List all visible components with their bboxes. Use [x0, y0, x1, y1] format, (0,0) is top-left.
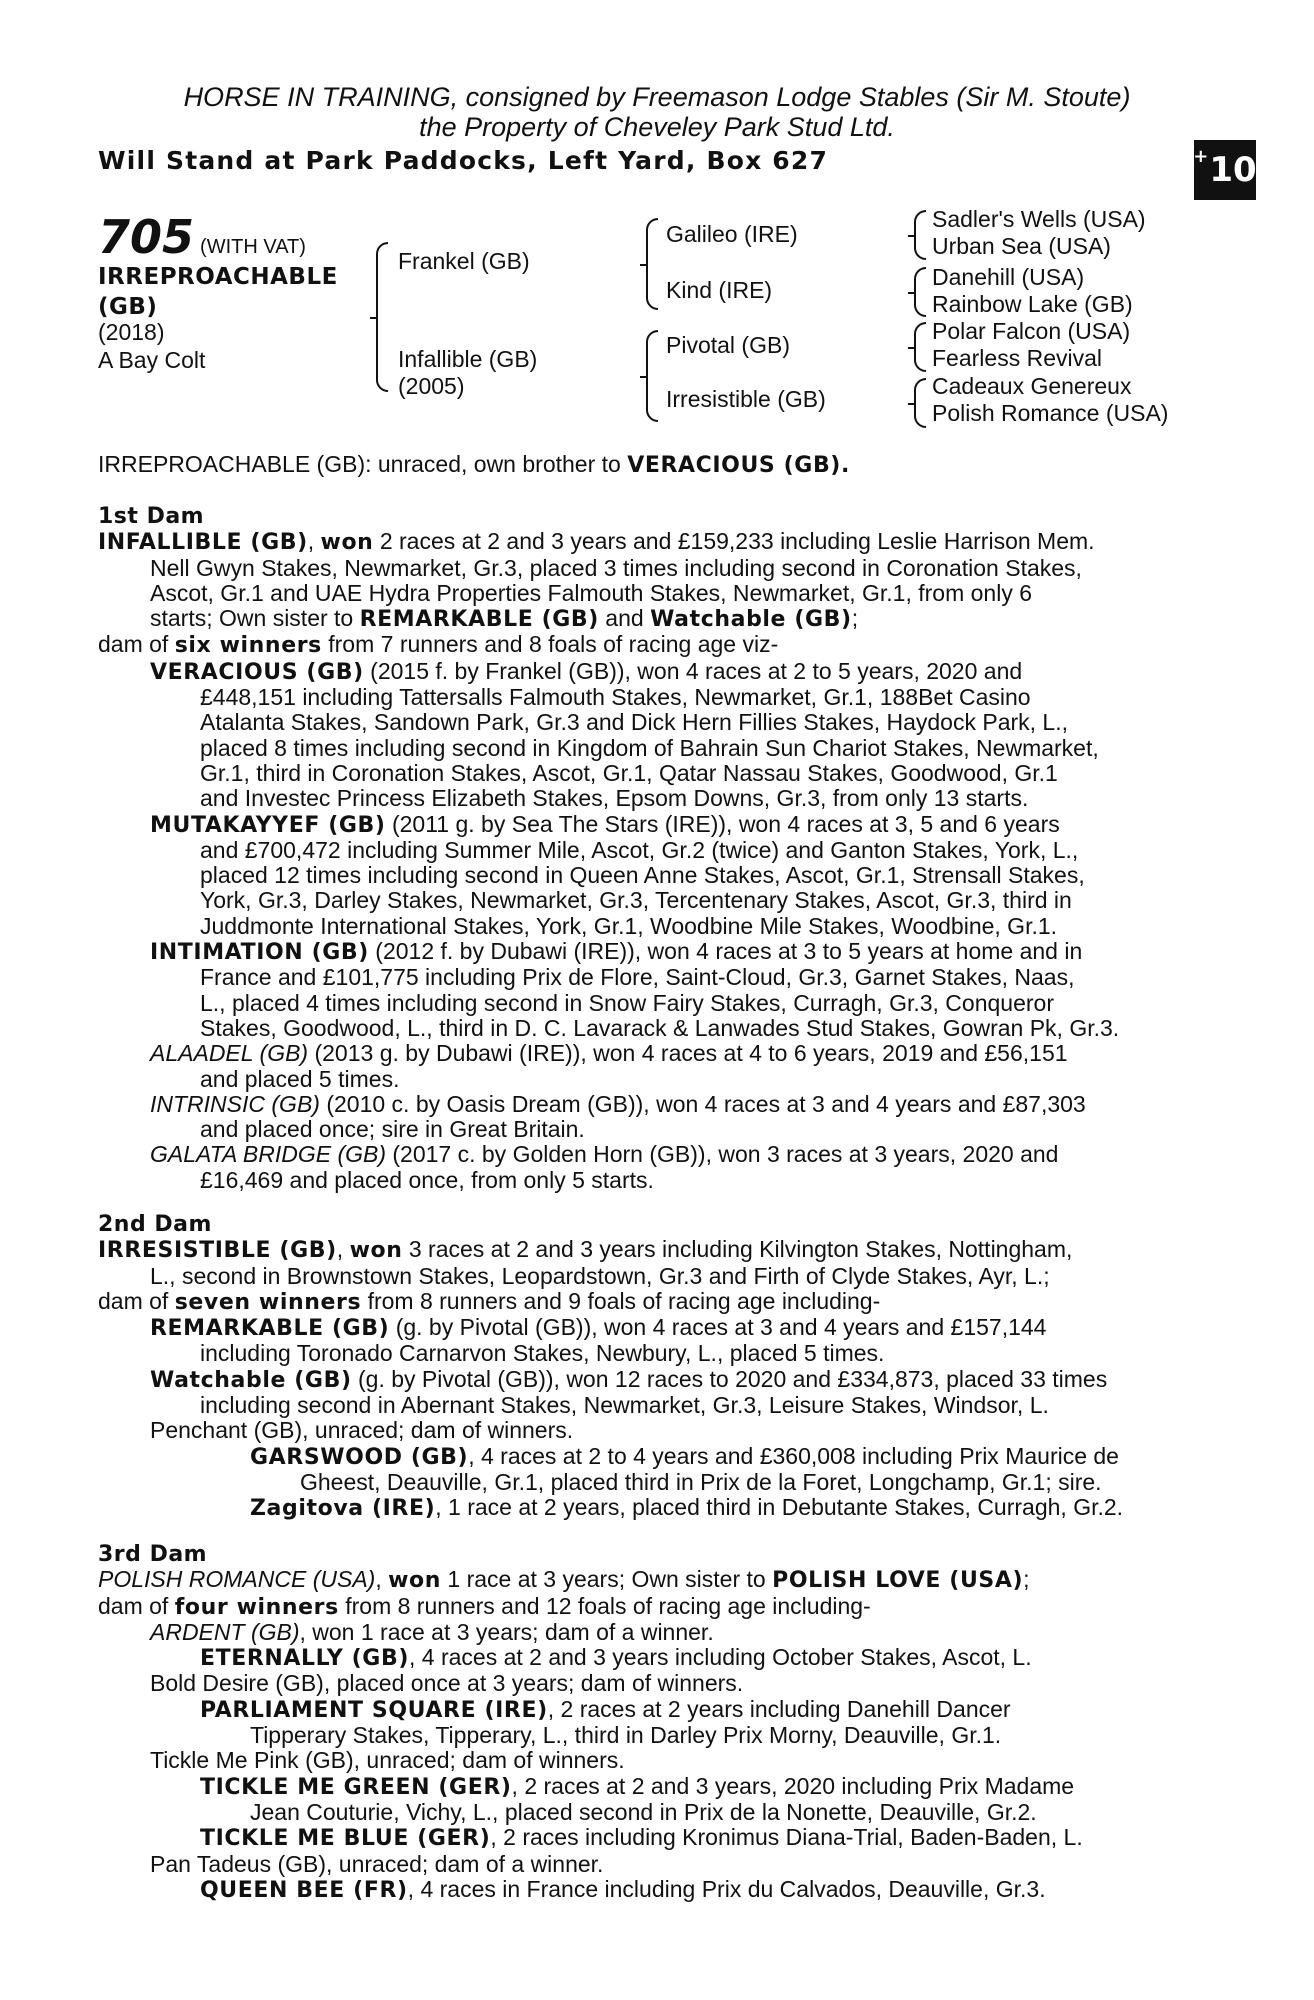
text-segment: Penchant (GB), unraced; dam of winners.: [150, 1417, 574, 1444]
produce-intrinsic: [98, 1092, 1205, 1117]
text-segment: ;: [851, 605, 859, 632]
produce-galata-bridge: [98, 1142, 1205, 1167]
pedigree-ddd: Polish Romance (USA): [932, 400, 1169, 426]
text-segment: (g. by Pivotal (GB)), won 4 races at 3 and 4 years and £157,144: [389, 1314, 1047, 1341]
lot-number: [98, 210, 306, 264]
text-segment: Atalanta Stakes, Sandown Park, Gr.3 and Dick Hern Fillies Stakes, Haydock Park, L.,: [200, 709, 1069, 736]
text-segment: IRREPROACHABLE (GB): unraced, own brother to: [98, 451, 621, 477]
text-segment: 3 races at 2 and 3 years including Kilvington Stakes, Nottingham,: [402, 1236, 1073, 1263]
text-segment: ;: [1023, 1566, 1030, 1593]
text-segment: (2015 f. by Frankel (GB)), won 4 races at 2 to 5 years, 2020 and: [363, 657, 1023, 684]
text-segment: Ascot, Gr.1 and UAE Hydra Properties Falmouth Stakes, Newmarket, Gr.1, from only 6: [150, 579, 1033, 606]
text-segment: INFALLIBLE (GB): [98, 530, 308, 556]
third-dam-section: [98, 1542, 1205, 1903]
pedigree-sire-sire: Galileo (IRE): [666, 221, 798, 247]
text-segment: £16,469 and placed once, from only 5 starts.: [200, 1166, 654, 1193]
text-segment: Stakes, Goodwood, L., third in D. C. Lavarack & Lanwades Stud Stakes, Gowran Pk, Gr.3.: [200, 1014, 1120, 1041]
section-heading: 2nd Dam: [98, 1212, 212, 1237]
consignor-header: [0, 82, 1314, 142]
text-line: [98, 632, 1205, 658]
intro-line: [98, 452, 1205, 478]
produce-queen-bee: [98, 1877, 1205, 1903]
produce-veracious: [98, 659, 1205, 685]
text-segment: Bold Desire (GB), placed once at 3 years; dam of winners.: [150, 1670, 744, 1697]
stand-location: Will Stand at Park Paddocks, Left Yard, Box 627: [98, 146, 829, 175]
section-heading: 3rd Dam: [98, 1542, 208, 1567]
text-segment: PARLIAMENT SQUARE (IRE): [200, 1697, 548, 1723]
text-segment: four winners: [174, 1594, 339, 1620]
sd-brace: [914, 267, 926, 317]
text-segment: (2013 g. by Dubawi (IRE)), won 4 races at 4 to 6 years, 2019 and £56,151: [308, 1040, 1068, 1067]
text-segment: dam of: [98, 1287, 175, 1314]
produce-parliament-square: [98, 1697, 1205, 1723]
pedigree-sire: Frankel (GB): [398, 248, 530, 274]
text-segment: and: [598, 605, 651, 632]
text-segment: L., second in Brownstown Stakes, Leopardstown, Gr.3 and Firth of Clyde Stakes, Ayr, L.;: [150, 1262, 1050, 1289]
section-heading: 1st Dam: [98, 504, 205, 529]
ds-brace: [914, 322, 926, 372]
pedigree-dam: [398, 346, 537, 400]
text-segment: L., placed 4 times including second in Snow Fairy Stakes, Curragh, Gr.3, Conqueror: [200, 989, 1054, 1016]
text-segment: , 2 races including Kronimus Diana-Trial, Baden-Baden, L.: [490, 1824, 1083, 1851]
text-segment: TICKLE ME BLUE (GER): [200, 1826, 491, 1852]
text-segment: VERACIOUS (GB).: [627, 453, 850, 478]
text-segment: (2005): [398, 373, 465, 399]
produce-zagitova: [98, 1495, 1205, 1521]
text-segment: ,: [336, 1236, 350, 1263]
text-segment: QUEEN BEE (FR): [200, 1877, 408, 1903]
text-segment: ARDENT (GB): [150, 1618, 300, 1645]
pedigree-dam-sire: Pivotal (GB): [666, 332, 790, 358]
produce-tickle-me-blue: [98, 1825, 1205, 1851]
text-segment: (WITH VAT): [200, 236, 306, 258]
property-line: the Property of Cheveley Park Stud Ltd.: [419, 112, 895, 142]
text-segment: GARSWOOD (GB): [250, 1444, 469, 1470]
pedigree-dam-dam: Irresistible (GB): [666, 386, 826, 412]
text-segment: 705: [98, 210, 195, 264]
text-line: [98, 452, 1205, 478]
dam-brace: [646, 330, 658, 422]
text-segment: from 8 runners and 12 foals of racing age including-: [338, 1592, 871, 1619]
produce-garswood: [98, 1444, 1205, 1470]
text-segment: dam of: [98, 1592, 175, 1619]
text-segment: +: [1193, 145, 1209, 167]
text-segment: and £700,472 including Summer Mile, Ascot, Gr.2 (twice) and Ganton Stakes, York, L.,: [200, 836, 1079, 863]
text-segment: Watchable (GB): [650, 607, 852, 633]
text-segment: and placed 5 times.: [200, 1065, 400, 1092]
pedigree-dsd: Fearless Revival: [932, 345, 1102, 371]
pedigree-sire-dam: Kind (IRE): [666, 277, 773, 303]
text-segment: ,: [307, 528, 321, 555]
text-segment: (g. by Pivotal (GB)), won 12 races to 2020 and £334,873, placed 33 times: [351, 1365, 1108, 1392]
text-segment: , 1 race at 2 years, placed third in Debutante Stakes, Curragh, Gr.2.: [435, 1494, 1124, 1521]
pedigree-dss: Polar Falcon (USA): [932, 318, 1131, 344]
text-segment: (2011 g. by Sea The Stars (IRE)), won 4 races at 3, 5 and 6 years: [385, 810, 1060, 837]
ten-badge: [1194, 140, 1256, 200]
text-line: [98, 1289, 1205, 1315]
text-segment: POLISH ROMANCE (USA): [98, 1566, 376, 1593]
text-segment: REMARKABLE (GB): [150, 1316, 390, 1342]
first-dam-section: [98, 504, 1205, 1193]
produce-intimation: [98, 939, 1205, 965]
dd-brace: [914, 378, 926, 428]
text-segment: starts; Own sister to: [150, 605, 360, 632]
text-segment: Watchable (GB): [150, 1367, 352, 1393]
produce-remarkable: [98, 1315, 1205, 1341]
text-segment: won: [388, 1568, 442, 1594]
text-segment: POLISH LOVE (USA): [772, 1568, 1024, 1594]
produce-tickle-me-green: [98, 1774, 1205, 1800]
produce-alaadel: [98, 1041, 1205, 1066]
horse-description: A Bay Colt: [98, 347, 206, 373]
text-segment: Tickle Me Pink (GB), unraced; dam of winners.: [150, 1747, 625, 1774]
text-segment: , 4 races at 2 to 4 years and £360,008 including Prix Maurice de: [468, 1442, 1119, 1469]
text-segment: and placed once; sire in Great Britain.: [200, 1116, 585, 1143]
consignor-line: HORSE IN TRAINING, consigned by Freemason Lodge Stables (Sir M. Stoute): [183, 82, 1131, 112]
text-segment: from 7 runners and 8 foals of racing age viz-: [321, 631, 779, 658]
text-segment: ALAADEL (GB): [150, 1040, 309, 1067]
text-segment: Zagitova (IRE): [250, 1496, 436, 1522]
text-segment: including second in Abernant Stakes, Newmarket, Gr.3, Leisure Stakes, Windsor, L.: [200, 1392, 1049, 1419]
text-segment: VERACIOUS (GB): [150, 659, 364, 685]
text-segment: IRRESISTIBLE (GB): [98, 1238, 337, 1264]
text-segment: (2010 c. by Oasis Dream (GB)), won 4 races at 3 and 4 years and £87,303: [319, 1090, 1086, 1117]
pedigree-sds: Danehill (USA): [932, 264, 1085, 290]
text-segment: France and £101,775 including Prix de Flore, Saint-Cloud, Gr.3, Garnet Stakes, Naas,: [200, 964, 1075, 991]
text-segment: 2 races at 2 and 3 years and £159,233 including Leslie Harrison Mem.: [373, 528, 1095, 555]
text-segment: TICKLE ME GREEN (GER): [200, 1774, 512, 1800]
text-segment: (2012 f. by Dubawi (IRE)), won 4 races at 3 to 5 years at home and in: [368, 938, 1083, 965]
text-segment: dam of: [98, 631, 175, 658]
text-segment: placed 12 times including second in Queen Anne Stakes, Ascot, Gr.1, Strensall Stakes,: [200, 862, 1085, 889]
text-segment: York, Gr.3, Darley Stakes, Newmarket, Gr.3, Tercentenary Stakes, Ascot, Gr.3, third in: [200, 887, 1072, 914]
text-segment: ETERNALLY (GB): [200, 1646, 409, 1672]
text-segment: Nell Gwyn Stakes, Newmarket, Gr.3, placed 3 times including second in Coronation Stakes,: [150, 554, 1082, 581]
produce-mutakayyef: [98, 812, 1205, 838]
text-segment: , 2 races at 2 and 3 years, 2020 including Prix Madame: [511, 1772, 1075, 1799]
pedigree-ssd: Urban Sea (USA): [932, 233, 1111, 259]
text-segment: , 2 races at 2 years including Danehill Dancer: [547, 1695, 1011, 1722]
second-dam-section: [98, 1212, 1205, 1522]
text-segment: Jean Couturie, Vichy, L., placed second in Prix de la Nonette, Deauville, Gr.2.: [250, 1798, 1037, 1825]
text-segment: Pan Tadeus (GB), unraced; dam of a winner.: [150, 1850, 604, 1877]
text-segment: GALATA BRIDGE (GB): [150, 1141, 386, 1168]
text-segment: £448,151 including Tattersalls Falmouth Stakes, Newmarket, Gr.1, 188Bet Casino: [200, 684, 1031, 711]
text-segment: won: [349, 1238, 403, 1264]
dam-line: [98, 529, 1205, 555]
text-segment: Infallible (GB): [398, 346, 538, 372]
pedigree-sss: Sadler's Wells (USA): [932, 206, 1146, 232]
text-segment: , 4 races at 2 and 3 years including October Stakes, Ascot, L.: [408, 1644, 1032, 1671]
text-segment: 1 race at 3 years; Own sister to: [441, 1566, 773, 1593]
sire-brace: [646, 218, 658, 310]
text-segment: from 8 runners and 9 foals of racing age including-: [361, 1287, 881, 1314]
text-segment: six winners: [174, 633, 322, 659]
ss-brace: [914, 210, 926, 260]
text-line: [98, 606, 1205, 632]
text-segment: (2017 c. by Golden Horn (GB)), won 3 races at 3 years, 2020 and: [386, 1141, 1059, 1168]
text-segment: REMARKABLE (GB): [359, 607, 599, 633]
text-segment: Gheest, Deauville, Gr.1, placed third in Prix de la Foret, Longchamp, Gr.1; sire.: [300, 1468, 1102, 1495]
text-segment: , 4 races in France including Prix du Calvados, Deauville, Gr.3.: [407, 1875, 1046, 1902]
text-segment: Tipperary Stakes, Tipperary, L., third in Darley Prix Morny, Deauville, Gr.1.: [250, 1722, 1002, 1749]
produce-ardent: [98, 1620, 1205, 1645]
text-segment: including Toronado Carnarvon Stakes, Newbury, L., placed 5 times.: [200, 1340, 885, 1367]
text-segment: and Investec Princess Elizabeth Stakes, Epsom Downs, Gr.3, from only 13 starts.: [200, 785, 1029, 812]
text-segment: won: [320, 530, 374, 556]
text-segment: ,: [375, 1566, 389, 1593]
produce-watchable: [98, 1367, 1205, 1393]
text-segment: 10: [1209, 150, 1257, 190]
text-segment: INTRINSIC (GB): [150, 1090, 320, 1117]
text-segment: seven winners: [174, 1289, 362, 1315]
text-segment: placed 8 times including second in Kingdom of Bahrain Sun Chariot Stakes, Newmarket,: [200, 734, 1099, 761]
text-segment: , won 1 race at 3 years; dam of a winner.: [299, 1618, 714, 1645]
sire-dam-brace: [376, 242, 388, 392]
text-segment: MUTAKAYYEF (GB): [150, 812, 386, 838]
pedigree-sdd: Rainbow Lake (GB): [932, 291, 1133, 317]
horse-name: IRREPROACHABLE (GB): [98, 264, 338, 320]
text-segment: Juddmonte International Stakes, York, Gr.1, Woodbine Mile Stakes, Woodbine, Gr.1.: [200, 912, 1058, 939]
text-segment: INTIMATION (GB): [150, 940, 369, 966]
pedigree-dds: Cadeaux Genereux: [932, 373, 1132, 399]
foaling-year: (2018): [98, 319, 165, 345]
produce-eternally: [98, 1645, 1205, 1671]
horse-meta: [98, 318, 205, 374]
text-line: [98, 1594, 1205, 1620]
text-line: [98, 1567, 1205, 1593]
text-line: [98, 1237, 1205, 1263]
text-segment: Gr.1, third in Coronation Stakes, Ascot, Gr.1, Qatar Nassau Stakes, Goodwood, Gr.1: [200, 759, 1058, 786]
